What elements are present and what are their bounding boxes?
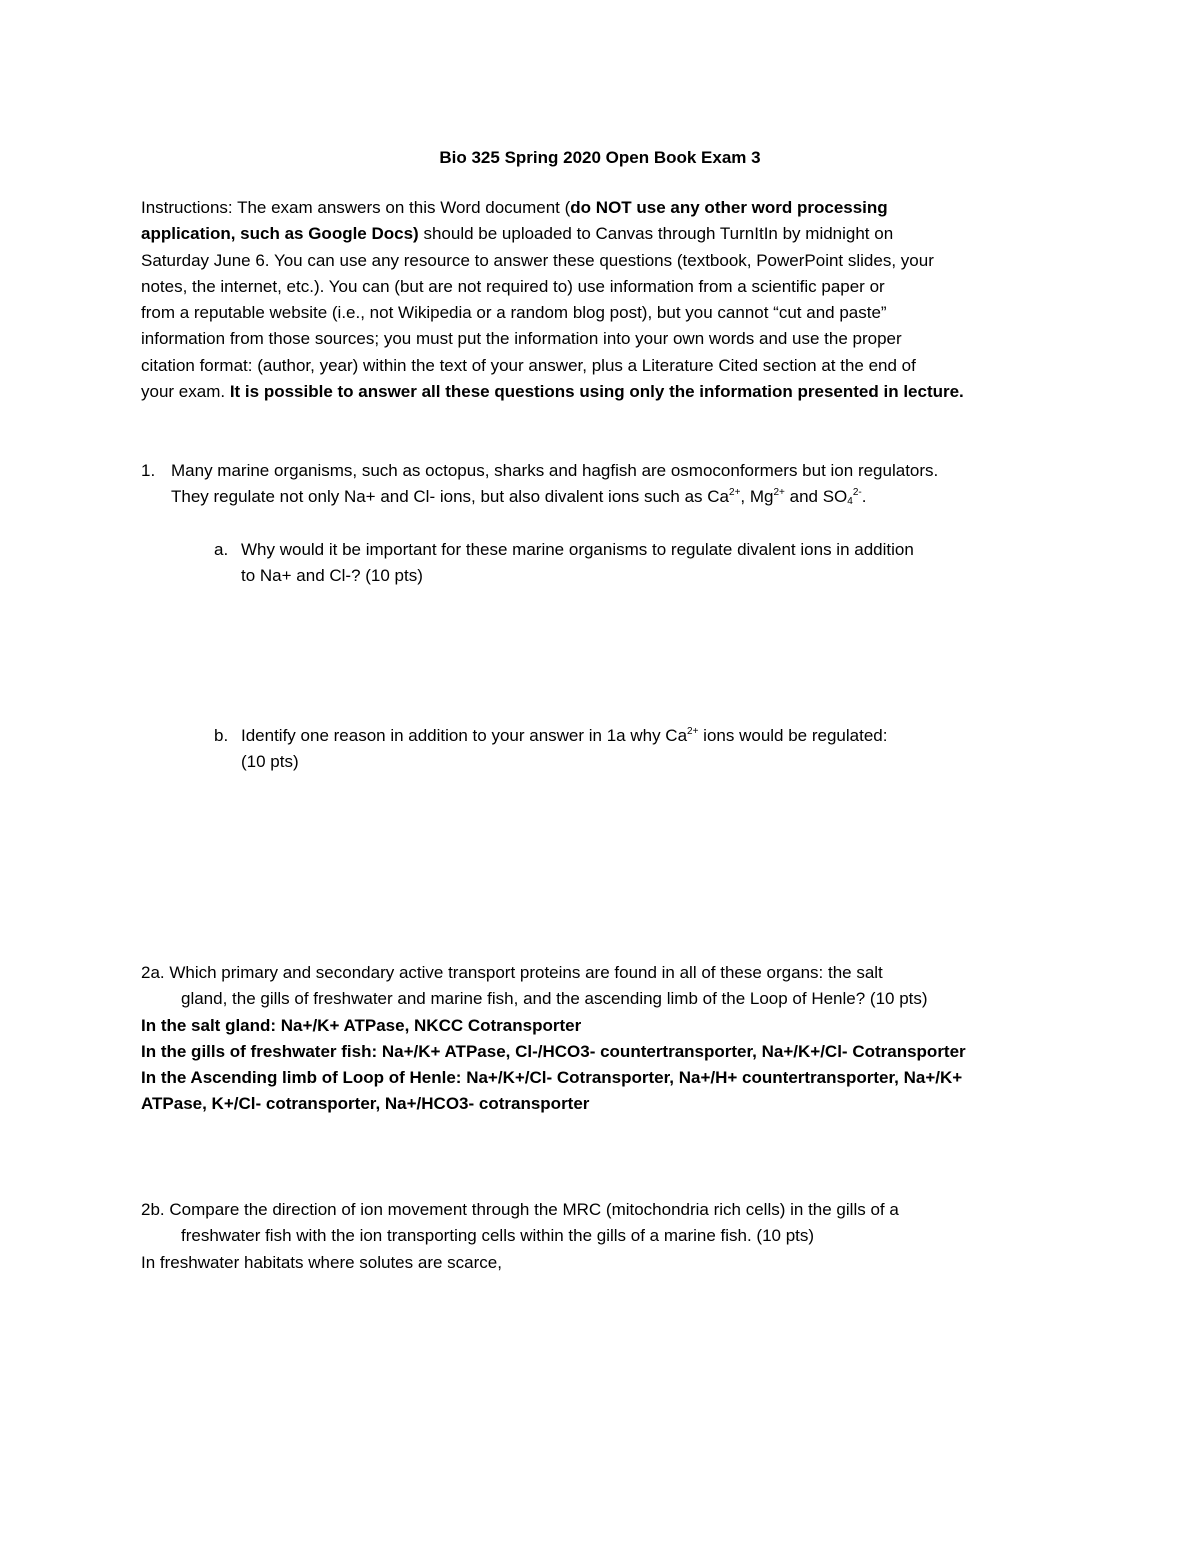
question-2b	[141, 1197, 1071, 1276]
instructions-line: from a reputable website (i.e., not Wikipedia or a random blog post), but you cannot “cut and paste”	[141, 303, 887, 323]
question-1b-line: b. Identify one reason in addition to your answer in 1a why $Ca^{2+}$ ions would be regulated:	[214, 723, 1064, 749]
question-2a	[141, 960, 1071, 1118]
question-1b-line: (10 pts)	[241, 752, 299, 772]
question-2b-line: 2b. Compare the direction of ion movement through the MRC (mitochondria rich cells) in the gills of a	[141, 1200, 899, 1219]
question-2b-line: freshwater fish with the ion transporting cells within the gills of a marine fish. (10 pts)	[181, 1226, 815, 1246]
answer-line: In the gills of freshwater fish: Na+/K+ ATPase, Cl-/HCO3- countertransporter, Na+/K+/Cl- Cotransporter	[141, 1041, 966, 1061]
question-1	[141, 458, 1071, 511]
question-2a-line: gland, the gills of freshwater and marine fish, and the ascending limb of the Loop of Henle? (10 pts)	[181, 989, 928, 1009]
question-2a-line: 2a. Which primary and secondary active transport proteins are found in all of these organs: the salt	[141, 963, 883, 982]
question-1b	[214, 723, 1064, 776]
question-label: b.	[214, 726, 229, 745]
instructions-line: application, such as Google Docs) should be uploaded to Canvas through TurnItIn by midnight on	[141, 224, 894, 244]
question-1a	[214, 537, 1064, 590]
question-1-line: They regulate not only Na+ and Cl- ions, but also divalent ions such as $Ca^{2+}$, $Mg^{2+}$ and $SO_4^{2-}$.	[171, 487, 867, 508]
instructions-line: notes, the internet, etc.). You can (but are not required to) use information from a scientific paper or	[141, 276, 885, 296]
question-1a-line: to Na+ and Cl-? (10 pts)	[241, 566, 423, 586]
instructions-line: your exam. It is possible to answer all these questions using only the information presented in lecture.	[141, 382, 964, 402]
answer-line: In the salt gland: Na+/K+ ATPase, NKCC Cotransporter	[141, 1015, 582, 1035]
answer-line: In freshwater habitats where solutes are scarce,	[141, 1252, 502, 1272]
answer-line: In the Ascending limb of Loop of Henle: Na+/K+/Cl- Cotransporter, Na+/H+ countertransporter, Na+/K+	[141, 1068, 963, 1088]
question-1a-line: a. Why would it be important for these marine organisms to regulate divalent ions in addition	[214, 537, 1064, 563]
instructions-line: Instructions: The exam answers on this Word document (do NOT use any other word processing	[141, 198, 888, 217]
instructions-line: Saturday June 6. You can use any resource to answer these questions (textbook, PowerPoint slides, your	[141, 250, 934, 270]
question-label: a.	[214, 540, 229, 559]
answer-line: ATPase, K+/Cl- cotransporter, Na+/HCO3- cotransporter	[141, 1094, 590, 1114]
instructions-line: information from those sources; you must put the information into your own words and use the proper	[141, 329, 902, 349]
question-number: 1.	[141, 461, 156, 480]
question-1-line: 1. Many marine organisms, such as octopus, sharks and hagfish are osmoconformers but ion regulators.	[141, 458, 1071, 484]
instructions-line: citation format: (author, year) within the text of your answer, plus a Literature Cited section at the end of	[141, 355, 916, 375]
instructions-paragraph	[141, 195, 1061, 405]
exam-title: Bio 325 Spring 2020 Open Book Exam 3	[439, 148, 761, 167]
